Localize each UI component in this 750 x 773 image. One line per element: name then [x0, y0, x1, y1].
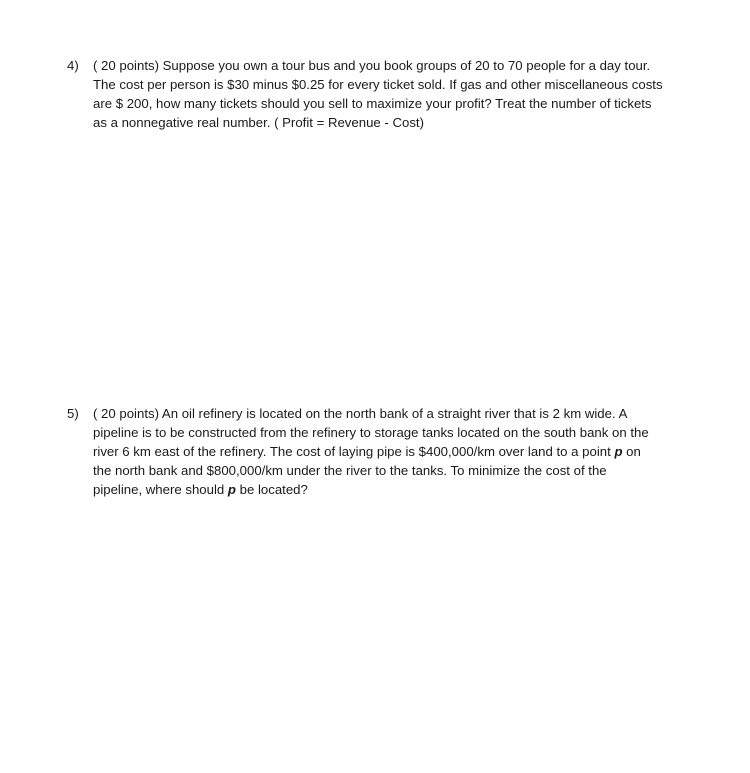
problem-line: pipeline is to be constructed from the refinery to storage tanks located on the south bank on the: [93, 425, 649, 440]
variable-p: p: [614, 444, 623, 459]
problem-line-text: river 6 km east of the refinery. The cost of laying pipe is $400,000/km over land to a point: [93, 444, 611, 459]
problem-line: the north bank and $800,000/km under the river to the tanks. To minimize the cost of the: [93, 463, 607, 478]
problem-text: [93, 404, 677, 499]
problem-line: ( 20 points) An oil refinery is located on the north bank of a straight river that is 2 km wide. A: [93, 406, 628, 421]
problem-line-text: pipeline, where should: [93, 482, 225, 497]
problem-line: [93, 480, 677, 499]
problem-line: are $ 200, how many tickets should you sell to maximize your profit? Treat the number of tickets: [93, 96, 652, 111]
problem-5: [67, 404, 677, 499]
problem-line: ( 20 points) Suppose you own a tour bus and you book groups of 20 to 70 people for a day tour.: [93, 58, 651, 73]
problem-line-text: be located?: [239, 482, 308, 497]
problem-line: [93, 442, 677, 461]
problem-line: as a nonnegative real number. ( Profit = Revenue - Cost): [93, 115, 424, 130]
problem-line: The cost per person is $30 minus $0.25 for every ticket sold. If gas and other miscellaneous costs: [93, 77, 663, 92]
problem-text: [93, 56, 677, 132]
problem-number: 5): [67, 406, 79, 421]
problem-line-text: on: [626, 444, 641, 459]
problem-number: 4): [67, 58, 79, 73]
variable-p: p: [227, 482, 236, 497]
problem-4: [67, 56, 677, 132]
